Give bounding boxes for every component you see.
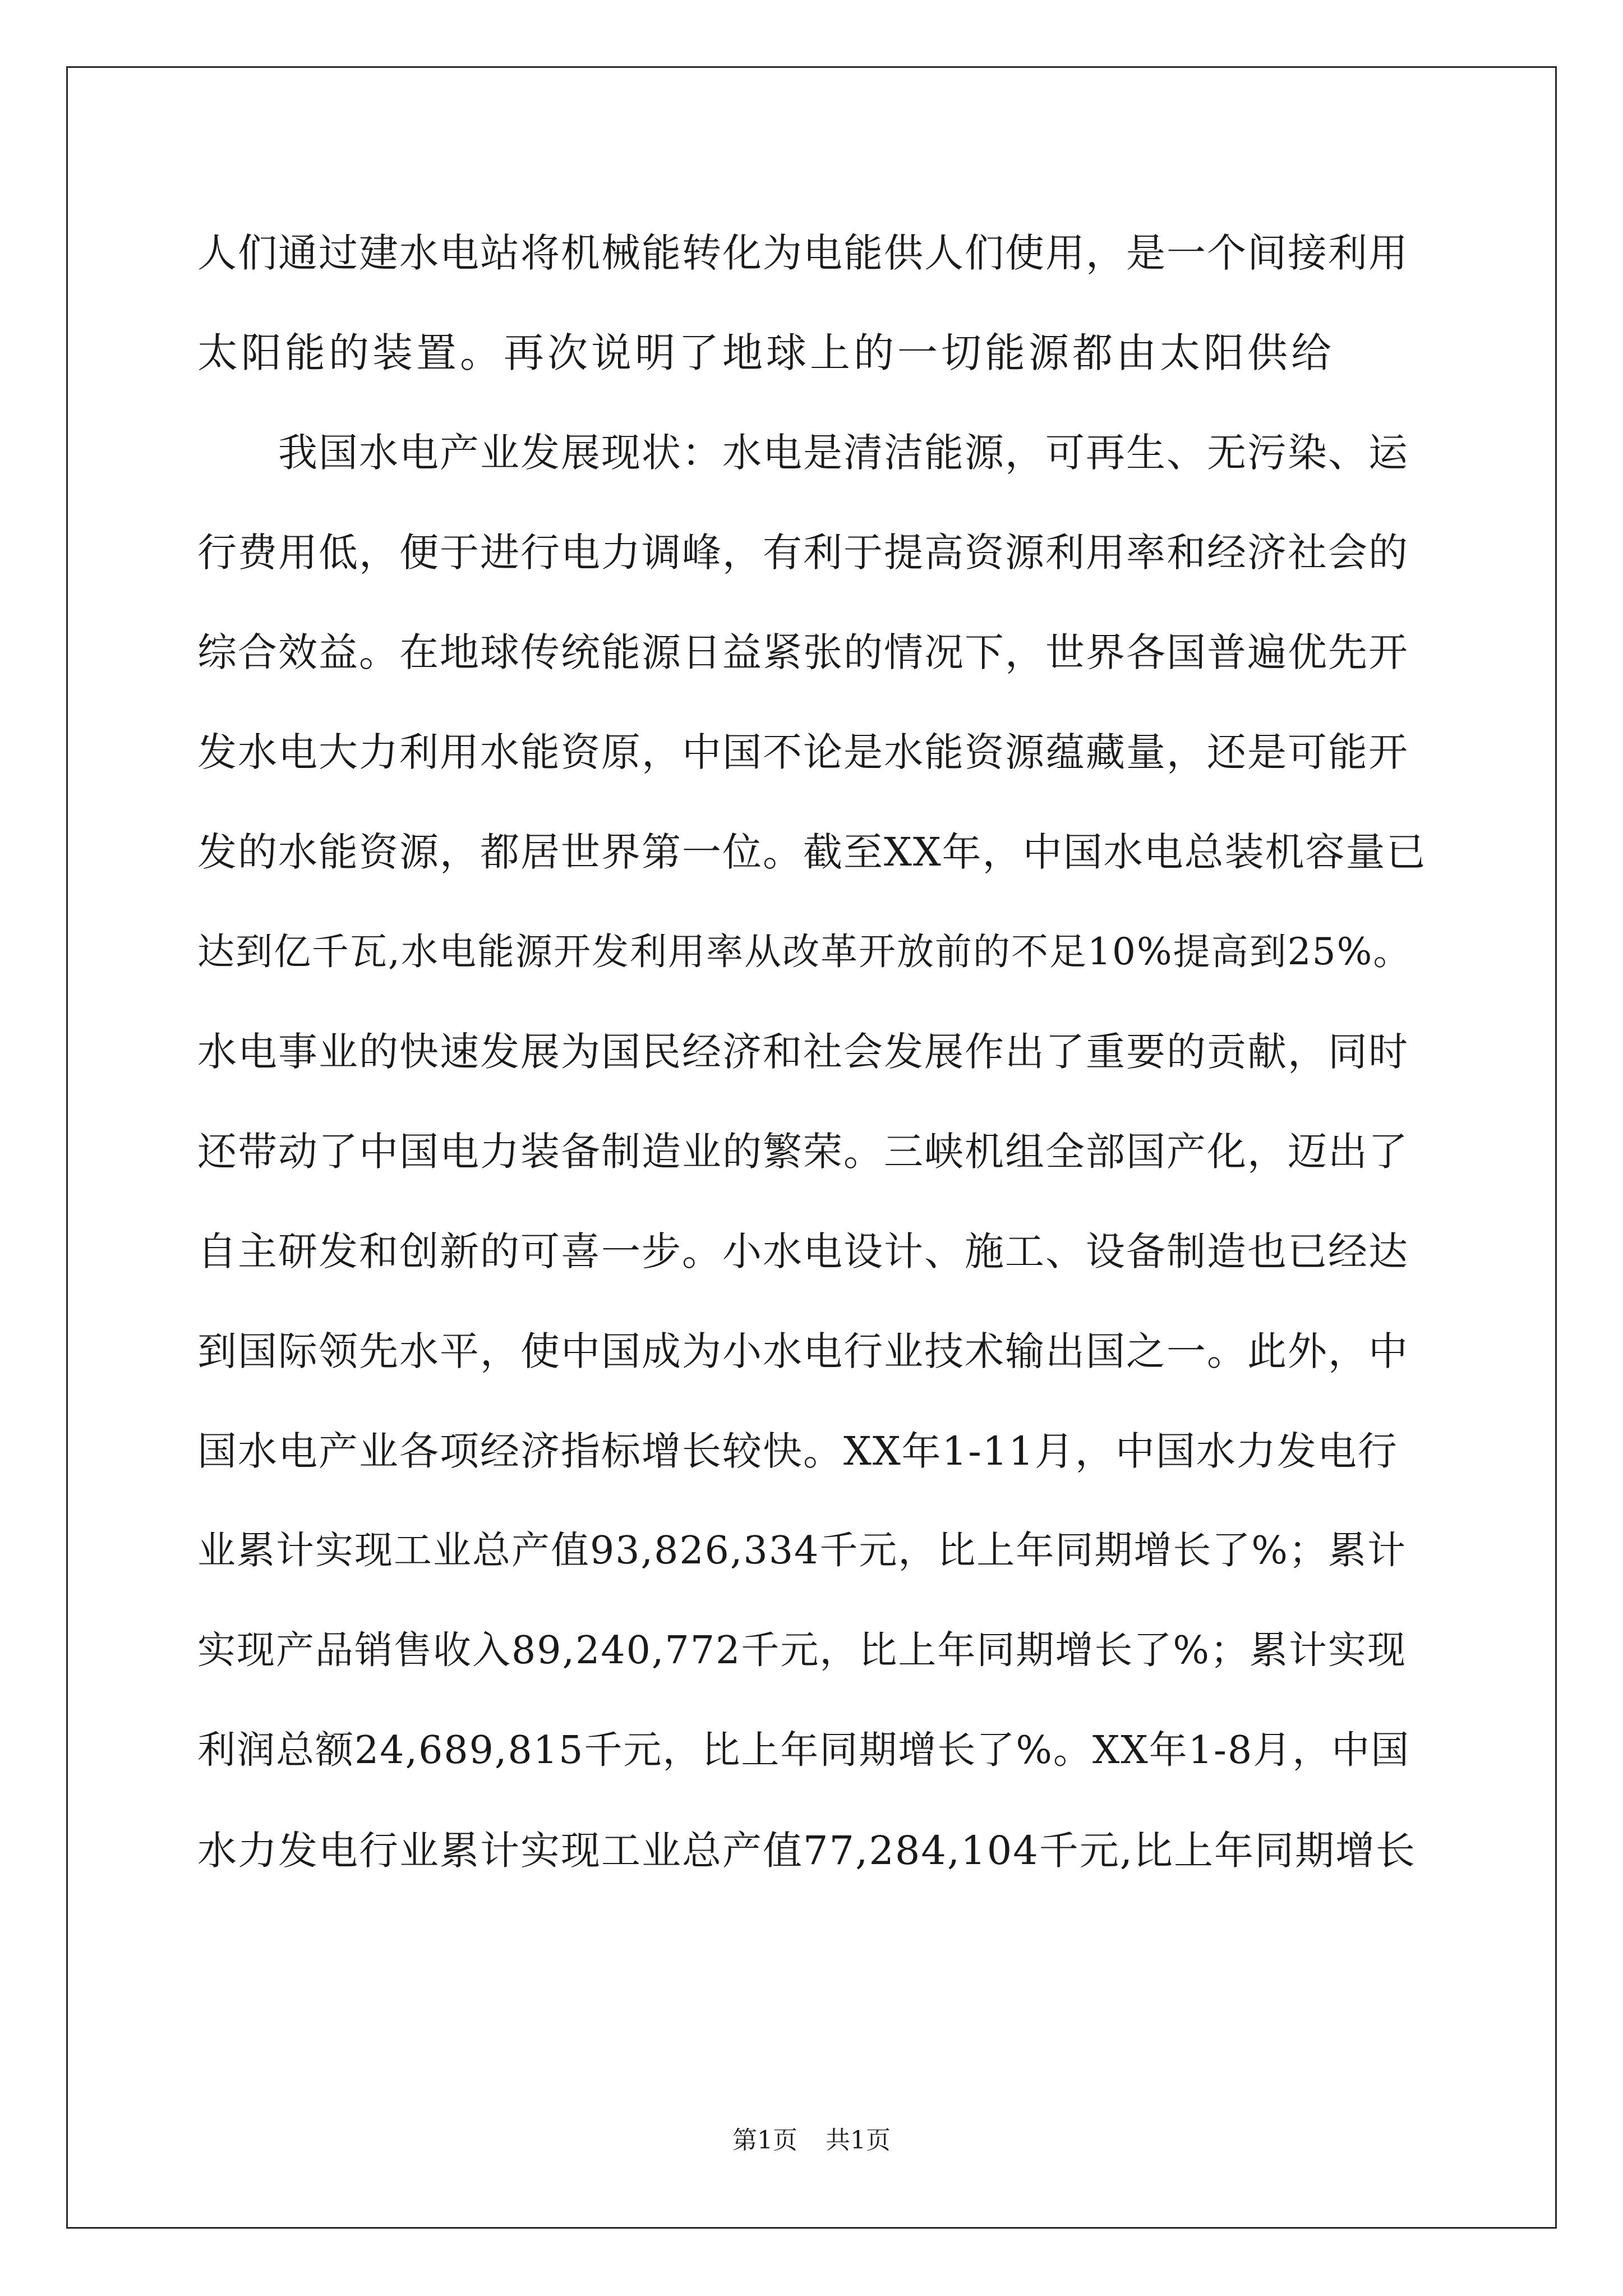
text-line: 太阳能的装置。再次说明了地球上的一切能源都由太阳供给 xyxy=(197,329,1335,376)
text-line: 到国际领先水平，使中国成为小水电行业技术输出国之一。此外，中 xyxy=(197,1328,1409,1374)
text-line: 还带动了中国电力装备制造业的繁荣。三峡机组全部国产化，迈出了 xyxy=(197,1129,1409,1175)
text-line: 国水电产业各项经济指标增长较快。XX年1-11月，中国水力发电行 xyxy=(197,1428,1398,1474)
paragraph-first-line: 我国水电产业发展现状：水电是清洁能源，可再生、无污染、运 xyxy=(278,430,1409,476)
text-line: 业累计实现工业总产值93,826,334千元，比上年同期增长了%；累计 xyxy=(197,1529,1407,1573)
text-line: 达到亿千瓦,水电能源开发利用率从改革开放前的不足10%提高到25%。 xyxy=(197,930,1412,973)
text-line: 发水电大力利用水能资原，中国不论是水能资源蕴藏量，还是可能开 xyxy=(197,729,1409,775)
page-number: 第1页 xyxy=(732,2126,797,2155)
text-line: 水电事业的快速发展为国民经济和社会发展作出了重要的贡献，同时 xyxy=(197,1029,1409,1075)
page-total: 共1页 xyxy=(826,2126,891,2155)
text-line: 自主研发和创新的可喜一步。小水电设计、施工、设备制造也已经达 xyxy=(197,1228,1409,1274)
text-line: 综合效益。在地球传统能源日益紧张的情况下，世界各国普遍优先开 xyxy=(197,629,1409,675)
text-line: 行费用低，便于进行电力调峰，有利于提高资源利用率和经济社会的 xyxy=(197,530,1409,576)
document-body xyxy=(197,203,1431,1901)
page-footer xyxy=(0,2124,1623,2157)
text-line: 发的水能资源，都居世界第一位。截至XX年，中国水电总装机容量已 xyxy=(197,829,1427,875)
text-line: 利润总额24,689,815千元，比上年同期增长了%。XX年1-8月，中国 xyxy=(197,1728,1410,1773)
text-line: 水力发电行业累计实现工业总产值77,284,104千元,比上年同期增长 xyxy=(197,1828,1417,1874)
text-line: 人们通过建水电站将机械能转化为电能供人们使用，是一个间接利用 xyxy=(197,230,1409,276)
text-line: 实现产品销售收入89,240,772千元，比上年同期增长了%；累计实现 xyxy=(197,1628,1407,1673)
